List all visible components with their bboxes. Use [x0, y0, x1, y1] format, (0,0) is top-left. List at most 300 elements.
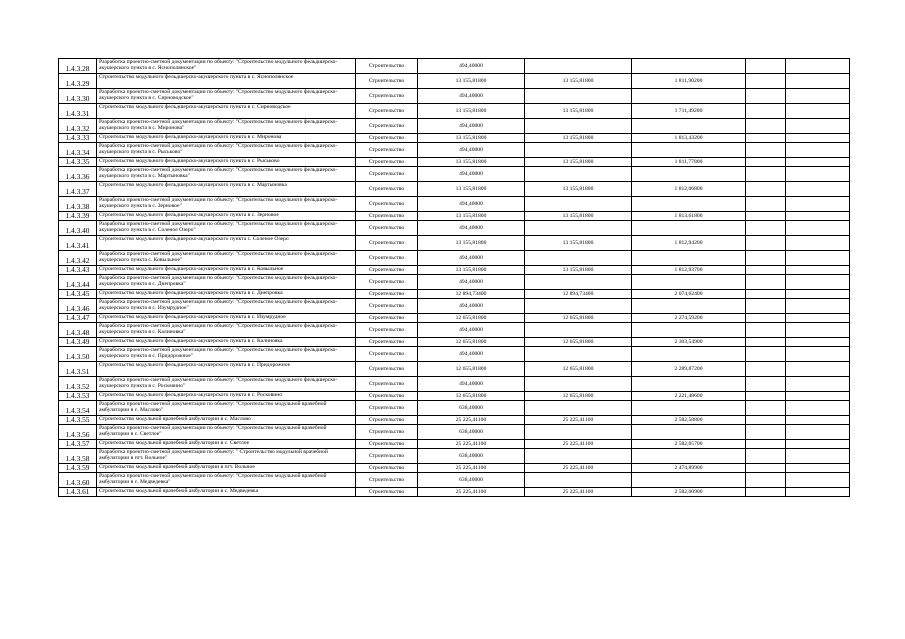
table-row — [59, 464, 850, 473]
row-value-3: 2 303,54900 — [632, 338, 746, 347]
row-number: 1.4.3.34 — [59, 143, 97, 158]
row-description: Разработка проектно-сметной документации по объекту: "Строительство модульного фельдшерско-акушерского пункта в с. Рыськово" — [97, 143, 356, 158]
table-row — [59, 59, 850, 74]
row-value-3: 2 582,05700 — [632, 440, 746, 449]
row-number: 1.4.3.57 — [59, 440, 97, 449]
row-value-1: 12 655,81800 — [418, 338, 525, 347]
table-row — [59, 104, 850, 119]
row-value-3: 2 221,48600 — [632, 392, 746, 401]
row-work-type: Строительство — [356, 323, 418, 338]
row-description: Строительство модульного фельдшерско-акушерского пункта в с. Ковыльное — [97, 266, 356, 275]
row-description: Строительство модульного фельдшерско-акушерского пункта в с. Изумрудное — [97, 314, 356, 323]
row-number: 1.4.3.39 — [59, 212, 97, 221]
row-number: 1.4.3.38 — [59, 197, 97, 212]
row-number: 1.4.3.58 — [59, 449, 97, 464]
row-empty-cell — [786, 251, 850, 266]
row-number: 1.4.3.48 — [59, 323, 97, 338]
row-work-type: Строительство — [356, 59, 418, 74]
row-value-1: 25 225,41100 — [418, 464, 525, 473]
row-empty-cell — [746, 290, 786, 299]
row-number: 1.4.3.29 — [59, 74, 97, 89]
row-value-3 — [632, 425, 746, 440]
row-value-3: 1 813,61800 — [632, 212, 746, 221]
row-value-1: 13 155,81800 — [418, 158, 525, 167]
row-value-3 — [632, 197, 746, 212]
row-value-1: 12 655,81800 — [418, 314, 525, 323]
row-value-3: 1 711,49200 — [632, 104, 746, 119]
row-empty-cell — [746, 143, 786, 158]
row-number: 1.4.3.60 — [59, 473, 97, 488]
row-work-type: Строительство — [356, 338, 418, 347]
row-empty-cell — [786, 134, 850, 143]
row-work-type: Строительство — [356, 266, 418, 275]
table-row — [59, 449, 850, 464]
row-empty-cell — [746, 104, 786, 119]
row-value-2: 13 155,81800 — [525, 134, 632, 143]
table-row — [59, 488, 850, 497]
row-description: Строительство модульного фельдшерско-акушерского пункта с. Соленое Озеро — [97, 236, 356, 251]
row-value-1: 12 655,81800 — [418, 362, 525, 377]
row-empty-cell — [786, 167, 850, 182]
row-value-2 — [525, 89, 632, 104]
row-value-1: 494,40000 — [418, 167, 525, 182]
row-work-type: Строительство — [356, 392, 418, 401]
row-value-2: 13 155,81800 — [525, 266, 632, 275]
row-empty-cell — [786, 473, 850, 488]
row-value-3 — [632, 401, 746, 416]
row-description: Строительство модульного фельдшерско-акушерского пункта в с. Калиновка — [97, 338, 356, 347]
row-empty-cell — [746, 314, 786, 323]
row-value-2: 12 655,81800 — [525, 314, 632, 323]
row-value-3: 1 812,06800 — [632, 182, 746, 197]
row-empty-cell — [786, 392, 850, 401]
row-work-type: Строительство — [356, 440, 418, 449]
row-value-2: 13 155,81800 — [525, 212, 632, 221]
table-row — [59, 119, 850, 134]
row-description: Разработка проектно-сметной документации по объекту: "Строительство модульного фельдшерско-акушерского пункта в с. Соленое Озеро" — [97, 221, 356, 236]
row-empty-cell — [746, 134, 786, 143]
row-value-3: 2 074,62400 — [632, 290, 746, 299]
table-row — [59, 473, 850, 488]
row-number: 1.4.3.33 — [59, 134, 97, 143]
row-empty-cell — [746, 425, 786, 440]
row-description: Строительство модульного фельдшерско-акушерского пункта в с. Придорожное — [97, 362, 356, 377]
row-number: 1.4.3.35 — [59, 158, 97, 167]
row-empty-cell — [746, 392, 786, 401]
row-value-1: 494,40000 — [418, 89, 525, 104]
row-value-3 — [632, 167, 746, 182]
row-work-type: Строительство — [356, 314, 418, 323]
row-value-2 — [525, 119, 632, 134]
row-description: Разработка проектно-сметной документации по объекту: "Строительство модульного фельдшерско-акушерского пункта в с. Калиновка" — [97, 323, 356, 338]
row-work-type: Строительство — [356, 197, 418, 212]
row-work-type: Строительство — [356, 401, 418, 416]
row-work-type: Строительство — [356, 134, 418, 143]
table-row — [59, 401, 850, 416]
row-description: Строительство модульного фельдшерско-акушерского пункта в с. Зерновое — [97, 212, 356, 221]
row-empty-cell — [746, 167, 786, 182]
table-row — [59, 134, 850, 143]
row-value-2: 12 894,73400 — [525, 290, 632, 299]
row-value-1: 494,40000 — [418, 143, 525, 158]
row-empty-cell — [786, 119, 850, 134]
row-value-2 — [525, 221, 632, 236]
table-row — [59, 299, 850, 314]
table-row — [59, 221, 850, 236]
row-value-2 — [525, 401, 632, 416]
row-empty-cell — [746, 266, 786, 275]
row-value-1: 13 155,81800 — [418, 74, 525, 89]
row-number: 1.4.3.56 — [59, 425, 97, 440]
row-work-type: Строительство — [356, 449, 418, 464]
row-empty-cell — [786, 104, 850, 119]
table-row — [59, 89, 850, 104]
row-empty-cell — [746, 449, 786, 464]
row-value-1: 638,40000 — [418, 425, 525, 440]
row-description: Разработка проектно-сметной документации по объекту: "Строительство модульного фельдшерско-акушерского пункта с. Ковыльное" — [97, 251, 356, 266]
row-value-2 — [525, 299, 632, 314]
row-value-1: 494,40000 — [418, 347, 525, 362]
table-row — [59, 377, 850, 392]
row-value-1: 494,40000 — [418, 59, 525, 74]
row-empty-cell — [786, 59, 850, 74]
row-number: 1.4.3.30 — [59, 89, 97, 104]
row-empty-cell — [746, 251, 786, 266]
table-row — [59, 74, 850, 89]
row-value-2: 13 155,81800 — [525, 236, 632, 251]
row-empty-cell — [746, 338, 786, 347]
row-description: Строительство модульного фельдшерско-акушерского пункта в с. Днепровка — [97, 290, 356, 299]
row-empty-cell — [786, 143, 850, 158]
row-empty-cell — [786, 197, 850, 212]
row-empty-cell — [746, 323, 786, 338]
row-value-3 — [632, 473, 746, 488]
row-work-type: Строительство — [356, 290, 418, 299]
row-description: Строительство модульной врачебной амбулатории в с. Медведевка — [97, 488, 356, 497]
table-row — [59, 392, 850, 401]
row-description: Разработка проектно-сметной документации по объекту: "Строительство модульного фельдшерско-акушерского пункта в с. Сирноводское" — [97, 89, 356, 104]
row-value-2 — [525, 449, 632, 464]
row-number: 1.4.3.41 — [59, 236, 97, 251]
row-work-type: Строительство — [356, 104, 418, 119]
row-empty-cell — [786, 440, 850, 449]
row-value-3: 2 582,60900 — [632, 488, 746, 497]
row-value-1: 13 155,81800 — [418, 236, 525, 251]
table-row — [59, 425, 850, 440]
table-row — [59, 167, 850, 182]
row-value-3: 2 474,89900 — [632, 464, 746, 473]
row-value-2 — [525, 251, 632, 266]
row-value-2 — [525, 167, 632, 182]
row-empty-cell — [786, 464, 850, 473]
row-value-2 — [525, 425, 632, 440]
row-value-2 — [525, 59, 632, 74]
row-value-1: 13 155,81800 — [418, 212, 525, 221]
row-empty-cell — [786, 425, 850, 440]
row-number: 1.4.3.59 — [59, 464, 97, 473]
row-work-type: Строительство — [356, 251, 418, 266]
row-value-3: 2 582,58800 — [632, 416, 746, 425]
table-row — [59, 416, 850, 425]
row-value-1: 494,40000 — [418, 275, 525, 290]
row-empty-cell — [786, 488, 850, 497]
row-number: 1.4.3.42 — [59, 251, 97, 266]
row-empty-cell — [746, 236, 786, 251]
row-empty-cell — [786, 266, 850, 275]
row-value-1: 494,40000 — [418, 323, 525, 338]
row-empty-cell — [786, 275, 850, 290]
budget-table — [58, 58, 850, 497]
row-work-type: Строительство — [356, 347, 418, 362]
row-value-1: 13 155,81800 — [418, 266, 525, 275]
row-value-2: 13 155,81800 — [525, 104, 632, 119]
row-value-3 — [632, 323, 746, 338]
row-value-2 — [525, 197, 632, 212]
row-value-1: 638,40000 — [418, 473, 525, 488]
row-description: Разработка проектно-сметной документации по объекту: "Строительство модульной врачебной амбулатории в с. Медведевка" — [97, 473, 356, 488]
table-row — [59, 251, 850, 266]
table-row — [59, 143, 850, 158]
row-empty-cell — [746, 416, 786, 425]
row-description: Строительство модульного фельдшерско-акушерского пункта в с. Рыськово — [97, 158, 356, 167]
row-empty-cell — [746, 197, 786, 212]
row-value-1: 638,40000 — [418, 401, 525, 416]
row-value-2 — [525, 323, 632, 338]
row-number: 1.4.3.45 — [59, 290, 97, 299]
row-value-1: 25 225,41100 — [418, 440, 525, 449]
row-value-1: 13 155,81800 — [418, 182, 525, 197]
row-value-1: 494,40000 — [418, 251, 525, 266]
row-number: 1.4.3.28 — [59, 59, 97, 74]
row-description: Строительство модульного фельдшерско-акушерского пункта в с. Росковино — [97, 392, 356, 401]
row-value-2: 25 225,41100 — [525, 464, 632, 473]
row-number: 1.4.3.44 — [59, 275, 97, 290]
row-work-type: Строительство — [356, 167, 418, 182]
row-description: Разработка проектно-сметной документации по объекту: "Строительство модульного фельдшерско-акушерского пункта в с. Росковино" — [97, 377, 356, 392]
row-description: Разработка проектно-сметной документации по объекту: "Строительство модульного фельдшерско-акушерского пункта в с. Миронова" — [97, 119, 356, 134]
row-empty-cell — [786, 377, 850, 392]
row-empty-cell — [746, 212, 786, 221]
row-description: Строительство модульного фельдшерско-акушерского пункта в с. Яснополянское — [97, 74, 356, 89]
table-body — [59, 59, 850, 497]
row-number: 1.4.3.61 — [59, 488, 97, 497]
row-value-2: 12 655,81800 — [525, 362, 632, 377]
row-value-3 — [632, 119, 746, 134]
row-value-3 — [632, 299, 746, 314]
row-value-1: 638,40000 — [418, 449, 525, 464]
row-number: 1.4.3.31 — [59, 104, 97, 119]
row-number: 1.4.3.36 — [59, 167, 97, 182]
row-empty-cell — [746, 74, 786, 89]
row-value-3 — [632, 377, 746, 392]
row-value-3 — [632, 275, 746, 290]
row-empty-cell — [746, 275, 786, 290]
row-description: Строительство модульного фельдшерско-акушерского пункта в с. Мартыновка — [97, 182, 356, 197]
row-description: Строительство модульной врачебной амбулатории в пгт. Вольное — [97, 464, 356, 473]
row-work-type: Строительство — [356, 425, 418, 440]
table-row — [59, 212, 850, 221]
row-value-3: 1 811,77800 — [632, 158, 746, 167]
row-value-3: 2 289,87200 — [632, 362, 746, 377]
row-empty-cell — [786, 362, 850, 377]
row-value-2: 25 225,41100 — [525, 488, 632, 497]
row-empty-cell — [746, 473, 786, 488]
row-empty-cell — [786, 416, 850, 425]
row-work-type: Строительство — [356, 143, 418, 158]
row-empty-cell — [746, 464, 786, 473]
row-empty-cell — [786, 338, 850, 347]
row-empty-cell — [786, 212, 850, 221]
row-work-type: Строительство — [356, 158, 418, 167]
row-description: Разработка проектно-сметной документации по объекту: "Строительство модульного фельдшерско-акушерского пункта в с. Мартыновка" — [97, 167, 356, 182]
row-number: 1.4.3.43 — [59, 266, 97, 275]
row-description: Разработка проектно-сметной документации по объекту: "Строительство модульной врачебной амбулатории в с. Светлое" — [97, 425, 356, 440]
row-work-type: Строительство — [356, 416, 418, 425]
row-empty-cell — [746, 299, 786, 314]
row-number: 1.4.3.55 — [59, 416, 97, 425]
row-empty-cell — [786, 89, 850, 104]
row-work-type: Строительство — [356, 377, 418, 392]
row-value-3 — [632, 89, 746, 104]
row-empty-cell — [786, 158, 850, 167]
row-value-2: 25 225,41100 — [525, 440, 632, 449]
row-value-1: 13 155,81800 — [418, 134, 525, 143]
row-value-3: 1 812,94200 — [632, 236, 746, 251]
row-empty-cell — [786, 449, 850, 464]
row-value-3 — [632, 59, 746, 74]
row-value-2: 25 225,41100 — [525, 416, 632, 425]
row-empty-cell — [786, 221, 850, 236]
table-row — [59, 323, 850, 338]
row-description: Строительство модульной врачебной амбулатории в с. Светлое — [97, 440, 356, 449]
row-number: 1.4.3.47 — [59, 314, 97, 323]
row-number: 1.4.3.53 — [59, 392, 97, 401]
row-description: Разработка проектно-сметной документации по объекту: "Строительство модульного фельдшерско-акушерского пункта в с. Придорожное" — [97, 347, 356, 362]
row-empty-cell — [746, 221, 786, 236]
row-number: 1.4.3.52 — [59, 377, 97, 392]
table-row — [59, 158, 850, 167]
row-value-1: 494,40000 — [418, 377, 525, 392]
table-row — [59, 362, 850, 377]
row-value-1: 25 225,41100 — [418, 416, 525, 425]
row-number: 1.4.3.54 — [59, 401, 97, 416]
table-row — [59, 440, 850, 449]
table-row — [59, 275, 850, 290]
row-number: 1.4.3.49 — [59, 338, 97, 347]
row-empty-cell — [786, 290, 850, 299]
row-description: Разработка проектно-сметной документации по объекту: "Строительство модульной врачебной амбулатории в с. Маслово" — [97, 401, 356, 416]
row-empty-cell — [746, 347, 786, 362]
row-work-type: Строительство — [356, 473, 418, 488]
row-value-2: 13 155,81800 — [525, 74, 632, 89]
table-row — [59, 314, 850, 323]
row-description: Разработка проектно-сметной документации по объекту: " Строительство модульной врачебной амбулатории в пгт. Вольное" — [97, 449, 356, 464]
row-work-type: Строительство — [356, 212, 418, 221]
row-value-3 — [632, 251, 746, 266]
row-value-2 — [525, 473, 632, 488]
row-value-2 — [525, 143, 632, 158]
row-number: 1.4.3.46 — [59, 299, 97, 314]
row-work-type: Строительство — [356, 74, 418, 89]
table-row — [59, 266, 850, 275]
table-row — [59, 347, 850, 362]
row-empty-cell — [746, 362, 786, 377]
row-description: Разработка проектно-сметной документации по объекту: "Строительство модульного фельдшерско-акушерского пункта в с. Днепровка" — [97, 275, 356, 290]
row-empty-cell — [786, 182, 850, 197]
row-work-type: Строительство — [356, 488, 418, 497]
row-value-3: 2 274,59200 — [632, 314, 746, 323]
row-work-type: Строительство — [356, 236, 418, 251]
row-empty-cell — [746, 377, 786, 392]
row-value-1: 494,40000 — [418, 221, 525, 236]
row-value-3 — [632, 143, 746, 158]
row-value-2: 12 655,81800 — [525, 392, 632, 401]
row-value-2 — [525, 377, 632, 392]
row-empty-cell — [786, 401, 850, 416]
row-empty-cell — [786, 299, 850, 314]
row-work-type: Строительство — [356, 362, 418, 377]
row-empty-cell — [786, 347, 850, 362]
row-value-3: 1 813,43200 — [632, 134, 746, 143]
row-value-1: 494,40000 — [418, 299, 525, 314]
row-value-1: 12 655,81800 — [418, 392, 525, 401]
row-description: Строительство модульного фельдшерско-акушерского пункта в с. Миронова — [97, 134, 356, 143]
row-description: Разработка проектно-сметной документации по объекту: "Строительство модульного фельдшерско-акушерского пункта в с. Зерновое" — [97, 197, 356, 212]
row-value-2: 12 655,81800 — [525, 338, 632, 347]
row-value-3: 1 812,93700 — [632, 266, 746, 275]
row-value-3: 1 811,90200 — [632, 74, 746, 89]
table-row — [59, 236, 850, 251]
row-work-type: Строительство — [356, 464, 418, 473]
row-work-type: Строительство — [356, 182, 418, 197]
row-value-2: 13 155,81800 — [525, 182, 632, 197]
row-empty-cell — [786, 74, 850, 89]
row-value-3 — [632, 449, 746, 464]
row-empty-cell — [746, 182, 786, 197]
row-value-1: 13 155,81800 — [418, 104, 525, 119]
row-description: Строительство модульного фельдшерско-акушерского пункта в с. Сирноводское — [97, 104, 356, 119]
row-value-3 — [632, 347, 746, 362]
row-work-type: Строительство — [356, 89, 418, 104]
row-value-2 — [525, 275, 632, 290]
row-value-1: 494,40000 — [418, 119, 525, 134]
table-row — [59, 197, 850, 212]
row-value-1: 12 894,73400 — [418, 290, 525, 299]
row-number: 1.4.3.51 — [59, 362, 97, 377]
row-description: Строительство модульной врачебной амбулатории в с. Маслово — [97, 416, 356, 425]
row-value-2: 13 155,81800 — [525, 158, 632, 167]
row-description: Разработка проектно-сметной документации по объекту: "Строительство модульного фельдшерско-акушерского пункта в с. Изумрудное" — [97, 299, 356, 314]
row-empty-cell — [746, 59, 786, 74]
row-value-3 — [632, 221, 746, 236]
row-empty-cell — [746, 89, 786, 104]
row-description: Разработка проектно-сметной документации по объекту: "Строительство модульного фельдшерско-акушерского пункта в с. Яснополянское" — [97, 59, 356, 74]
row-empty-cell — [786, 314, 850, 323]
table-row — [59, 182, 850, 197]
row-number: 1.4.3.40 — [59, 221, 97, 236]
table-row — [59, 290, 850, 299]
row-empty-cell — [786, 236, 850, 251]
row-empty-cell — [746, 440, 786, 449]
row-number: 1.4.3.50 — [59, 347, 97, 362]
row-value-1: 494,40000 — [418, 197, 525, 212]
row-work-type: Строительство — [356, 221, 418, 236]
row-number: 1.4.3.37 — [59, 182, 97, 197]
row-empty-cell — [746, 158, 786, 167]
row-number: 1.4.3.32 — [59, 119, 97, 134]
row-work-type: Строительство — [356, 119, 418, 134]
row-empty-cell — [786, 323, 850, 338]
